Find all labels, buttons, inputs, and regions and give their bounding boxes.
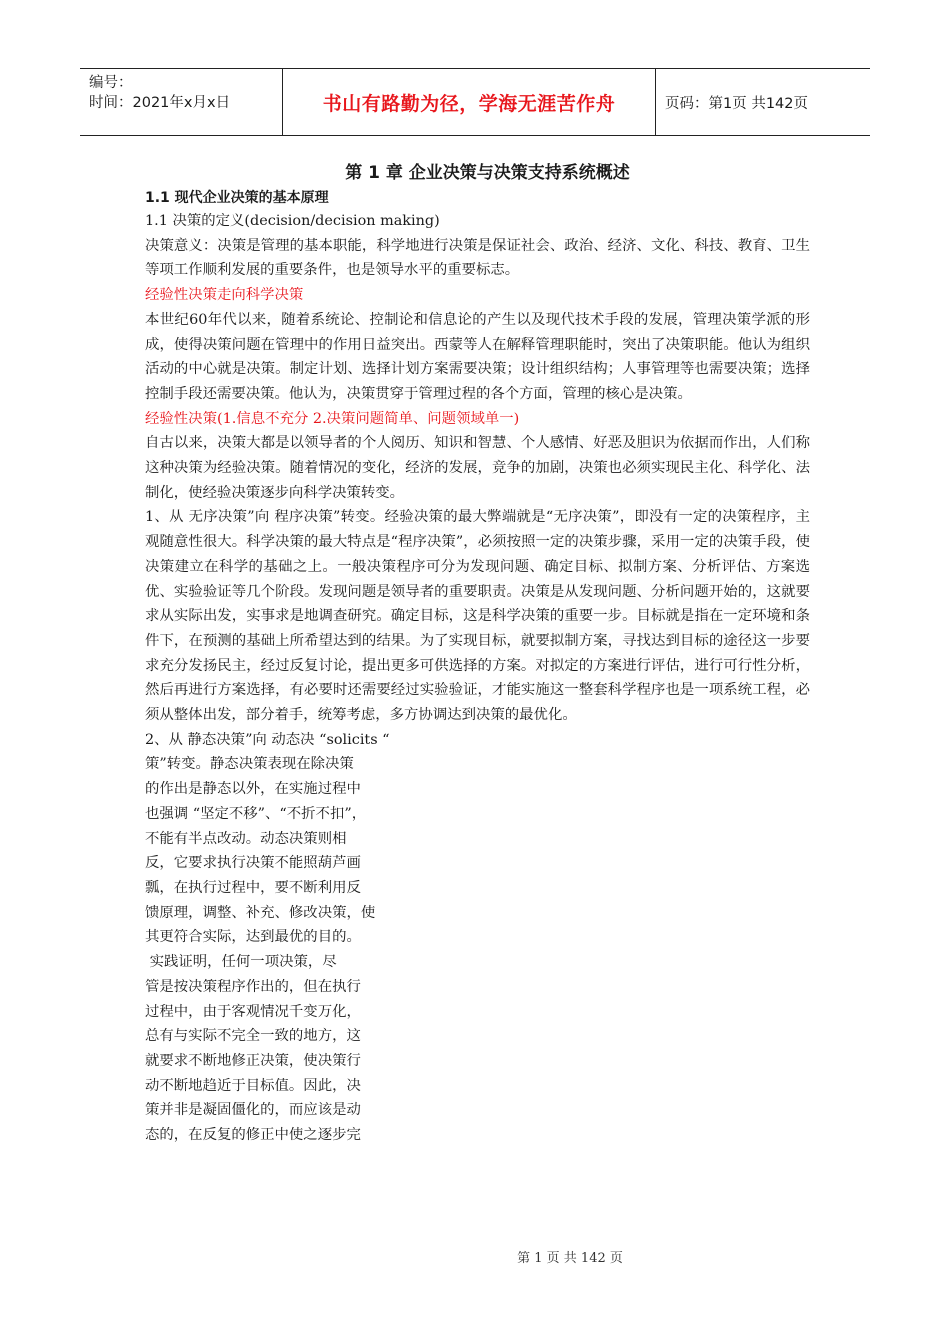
subsection-heading: 1.1 决策的定义(decision/decision making) — [145, 213, 440, 229]
paragraph-procedural: 1、从 无序决策”向 程序决策”转变。经验决策的最大弊端就是“无序决策”，即没有一定的决策程序，主观随意性很大。科学决策的最大特点是“程序决策”，必须按照一定的决策步骤，采用一定的决策手段，使决策建立在科学的基础之上。一般决策程序可分为发现问题、确定目标、拟制方案、分析评估、方案选优、实验验证等几个阶段。发现问题是领导者的重要职责。决策是从发现问题、分析问题开始的，这就要求从实际出发，实事求是地调查研究。确定目标，这是科学决策的重要一步。目标就是指在一定环境和条件下，在预测的基础上所希望达到的结果。为了实现目标，就要拟制方案，寻找达到目标的途径这一步要求充分发扬民主，经过反复讨论，提出更多可供选择的方案。对拟定的方案进行评估，进行可行性分析，然后再进行方案选择，有必要时还需要经过实验验证，才能实施这一整套科学程序也是一项系统工程，必须从整体出发，部分着手，统筹考虑，多方协调达到决策的最优化。 — [145, 509, 810, 724]
narrow-line: 也强调 “坚定不移”、“不折不扣”， — [145, 805, 367, 822]
page-footer: 第 1 页 共 142 页 — [517, 1251, 623, 1266]
narrow-line: 总有与实际不完全一致的地方，这 — [145, 1028, 361, 1045]
code-label: 编号： — [89, 75, 133, 91]
narrow-line: 策并非是凝固僵化的，而应该是动 — [145, 1102, 361, 1119]
narrow-line: 实践证明，任何一项决策，尽 — [145, 954, 337, 971]
paragraph-empirical: 自古以来，决策大都是以领导者的个人阅历、知识和智慧、个人感情、好恶及胆识为依据而作出，人们称这种决策为经验决策。随着情况的变化，经济的发展，竞争的加剧，决策也必须实现民主化、科学化、法制化，使经验决策逐步向科学决策转变。 — [145, 435, 810, 501]
header-page-info: 页码：第1页 共142页 — [665, 95, 809, 112]
narrow-line: 瓢，在执行过程中，要不断利用反 — [145, 879, 361, 896]
header-meta — [80, 69, 283, 135]
date-line: 时间：2021年x月x日 — [89, 95, 231, 111]
narrow-line: 态的，在反复的修正中使之逐步完 — [145, 1127, 361, 1144]
narrow-line: 馈原理，调整、补充、修改决策，使 — [145, 904, 376, 921]
narrow-line: 动不断地趋近于目标值。因此，决 — [145, 1077, 361, 1094]
narrow-line: 就要求不断地修正决策，使决策行 — [145, 1052, 361, 1069]
red-heading-scientific: 经验性决策走向科学决策 — [145, 287, 304, 304]
narrow-line: 管是按决策程序作出的，但在执行 — [145, 978, 361, 995]
paragraph-history: 本世纪60年代以来，随着系统论、控制论和信息论的产生以及现代技术手段的发展，管理决策学派的形成，使得决策问题在管理中的作用日益突出。西蒙等人在解释管理职能时，突出了决策职能。他认为组织活动的中心就是决策。制定计划、选择计划方案需要决策；设计组织结构；人事管理等也需要决策；选择控制手段还需要决策。他认为，决策贯穿于管理过程的各个方面，管理的核心是决策。 — [145, 311, 810, 402]
narrow-line: 反，它要求执行决策不能照葫芦画 — [145, 855, 361, 872]
page-header — [80, 68, 870, 136]
red-heading-empirical: 经验性决策(1.信息不充分 2.决策问题简单、问题领域单一) — [145, 410, 520, 427]
narrow-line: 的作出是静态以外，在实施过程中 — [145, 781, 361, 798]
section-heading: 1.1 现代企业决策的基本原理 — [145, 190, 329, 206]
narrow-line: 过程中，由于客观情况千变万化， — [145, 1003, 361, 1020]
document-body — [145, 160, 810, 1148]
narrow-column — [145, 752, 435, 1147]
narrow-line: 其更符合实际，达到最优的目的。 — [145, 929, 361, 946]
narrow-line: 策”转变。静态决策表现在除决策 — [145, 756, 354, 773]
header-motto: 书山有路勤为径，学海无涯苦作舟 — [283, 69, 656, 135]
paragraph-decision-meaning: 决策意义：决策是管理的基本职能，科学地进行决策是保证社会、政治、经济、文化、科技、教育、卫生等项工作顺利发展的重要条件，也是领导水平的重要标志。 — [145, 237, 810, 279]
chapter-title: 第 1 章 企业决策与决策支持系统概述 — [345, 163, 630, 183]
paragraph-dynamic-intro: 2、从 静态决策”向 动态决 “solicits “ — [145, 731, 390, 748]
narrow-line: 不能有半点改动。动态决策则相 — [145, 830, 347, 847]
